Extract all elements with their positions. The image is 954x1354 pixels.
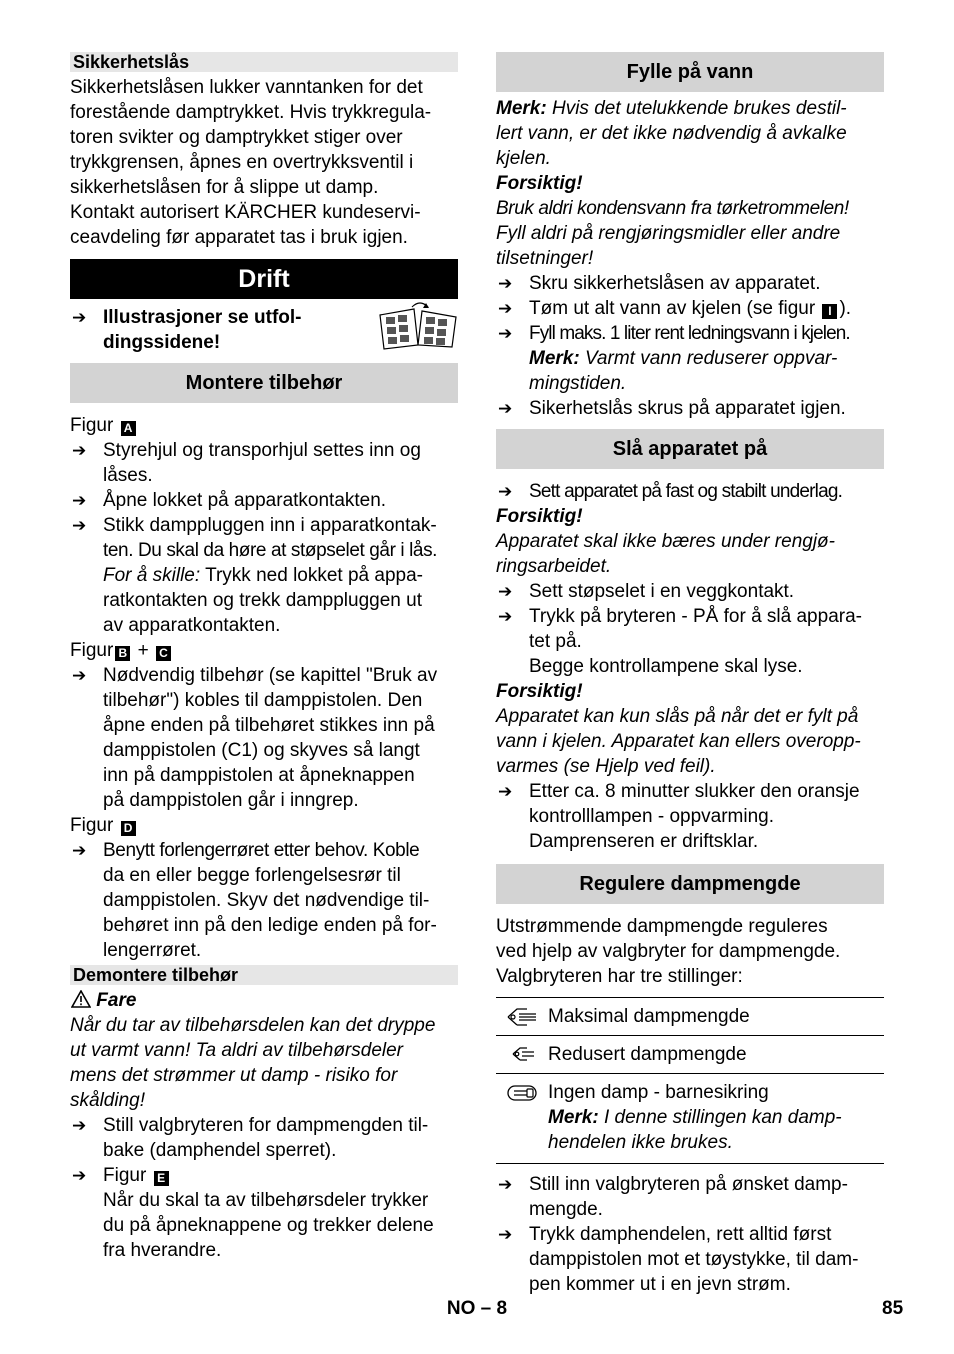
arrow-icon: ➔: [72, 1166, 87, 1185]
bullet-item: ➔ Tøm ut alt vann av kjelen (se figur I ).: [498, 298, 852, 319]
arrow-icon: ➔: [72, 1116, 87, 1135]
arrow-icon: ➔: [72, 666, 87, 685]
text-line: ved hjelp av valgbryter for dampmengde.: [496, 941, 841, 962]
caution-text: Apparatet kan kun slås på når det er fylt på: [496, 706, 859, 727]
bullet-cont: da en eller begge forlengelsesrør til: [103, 865, 401, 886]
text-line: toren svikter og damptrykket stiger over: [70, 127, 403, 148]
bullet-cont: tet på.: [529, 631, 582, 652]
caution-text: ringsarbeidet.: [496, 556, 612, 577]
bullet-item: ➔ Trykk på bryteren - PÅ for å slå appara-: [498, 606, 862, 627]
setting-label: Maksimal dampmengde: [548, 1006, 750, 1027]
warning-triangle-icon: [71, 990, 91, 1008]
caution-text: vann i kjelen. Apparatet kan ellers overopp-: [496, 731, 861, 752]
warning-text: Når du tar av tilbehørsdelen kan det dryppe: [70, 1015, 436, 1036]
warning-text: ut varmt vann! Ta aldri av tilbehørsdeler: [70, 1040, 404, 1061]
caution-text: Bruk aldri kondensvann fra tørketrommelen!: [496, 198, 849, 219]
arrow-icon: ➔: [498, 274, 513, 293]
arrow-icon: ➔: [498, 1225, 513, 1244]
bullet-cont: behøret inn på den ledige enden på for-: [103, 915, 437, 936]
text-line: Sikkerhetslåsen lukker vanntanken for det: [70, 77, 423, 98]
warning-text: mens det strømmer ut damp - risiko for: [70, 1065, 398, 1086]
note-text: hendelen ikke brukes.: [548, 1132, 733, 1153]
arrow-icon: ➔: [498, 299, 513, 318]
bullet-cont: damppistolen mot et tøystykke, til dam-: [529, 1249, 859, 1270]
figure-ref: Figur B + C: [70, 638, 458, 663]
arrow-icon: ➔: [498, 324, 513, 343]
text-line: ceavdeling før apparatet tas i bruk igjen.: [70, 227, 408, 248]
bullet-cont: damppistolen. Skyv det nødvendige til-: [103, 890, 430, 911]
max-steam-icon: [505, 1006, 539, 1028]
bullet-cont: du på åpneknappene og trekker delene: [103, 1215, 434, 1236]
bullet-item: ➔ Åpne lokket på apparatkontakten.: [72, 490, 387, 511]
bullet-cont: ten. Du skal da høre at støpselet går i lås.: [103, 540, 438, 561]
danger-label: Fare: [70, 988, 458, 1013]
heading-sikkerhetslas: Sikkerhetslås: [70, 52, 458, 72]
bullet-cont: Begge kontrollampene skal lyse.: [529, 656, 803, 677]
heading-demontere-tilbehor: Demontere tilbehør: [70, 965, 458, 985]
caution-text: tilsetninger!: [496, 248, 594, 269]
bullet-cont: Damprenseren er driftsklar.: [529, 831, 759, 852]
arrow-icon: ➔: [498, 582, 513, 601]
text-line: Utstrømmende dampmengde reguleres: [496, 916, 828, 937]
bullet-item: ➔ Skru sikkerhetslåsen av apparatet.: [498, 273, 821, 294]
note-text: lert vann, er det ikke nødvendig å avkalke: [496, 123, 847, 144]
bullet-cont: åpne enden på tilbehøret stikkes inn på: [103, 715, 435, 736]
figure-e-badge: E: [154, 1171, 169, 1186]
section-montere-tilbehor: Montere tilbehør: [70, 363, 458, 403]
right-column: [496, 44, 884, 1297]
bullet-item: ➔ Still inn valgbryteren på ønsket damp-: [498, 1174, 848, 1195]
figure-d-badge: D: [121, 821, 136, 836]
bullet-item: ➔ Benytt forlengerrøret etter behov. Koble: [72, 840, 420, 861]
arrow-icon: ➔: [72, 308, 87, 327]
caution-text: varmes (se Hjelp ved feil).: [496, 756, 716, 777]
bullet-cont: Når du skal ta av tilbehørsdeler trykker: [103, 1190, 429, 1211]
table-row: [496, 1035, 884, 1073]
bullet-item: ➔ Sett støpselet i en veggkontakt.: [498, 581, 795, 602]
page-number: 85: [882, 1298, 904, 1319]
bullet-cont: lengerrøret.: [103, 940, 202, 961]
arrow-icon: ➔: [72, 441, 87, 460]
bullet-cont: av apparatkontakten.: [103, 615, 281, 636]
section-title-drift: Drift: [70, 259, 458, 299]
bullet-item: ➔ Fyll maks. 1 liter rent ledningsvann i kjelen.: [498, 323, 850, 344]
caution-label: Forsiktig!: [496, 506, 583, 527]
bullet-cont: Merk: Varmt vann reduserer oppvar-: [529, 348, 838, 369]
figure-ref: Figur D: [70, 813, 458, 838]
caution-text: Apparatet skal ikke bæres under rengjø-: [496, 531, 835, 552]
warning-text: skålding!: [70, 1090, 145, 1111]
bullet-cont: bake (damphendel sperret).: [103, 1140, 337, 1161]
illustration-note: [70, 305, 458, 355]
bullet-cont: kontrolllampen - oppvarming.: [529, 806, 775, 827]
bullet-item: ➔ Illustrasjoner se utfol-: [72, 307, 302, 328]
section-sla-apparatet-pa: Slå apparatet på: [496, 429, 884, 469]
figure-c-badge: C: [156, 646, 171, 661]
bullet-cont: tilbehør") kobles til damppistolen. Den: [103, 690, 423, 711]
bullet-item: ➔ Styrehjul og transporhjul settes inn og: [72, 440, 421, 461]
bullet-cont: pen kommer ut i en jevn strøm.: [529, 1274, 791, 1295]
bullet-cont: damppistolen (C1) og skyves så langt: [103, 740, 420, 761]
open-book-icon: [376, 301, 460, 351]
table-row: [496, 1073, 884, 1163]
bullet-cont: mengde.: [529, 1199, 603, 1220]
arrow-icon: ➔: [72, 491, 87, 510]
bullet-cont: låses.: [103, 465, 153, 486]
footer-section-label: NO – 8: [446, 1298, 508, 1319]
bullet-cont: For å skille: Trykk ned lokket på appa-: [103, 565, 423, 586]
setting-label: Ingen damp - barnesikring: [548, 1082, 769, 1103]
left-column: [70, 50, 458, 1263]
arrow-icon: ➔: [72, 516, 87, 535]
caution-label: Forsiktig!: [496, 173, 583, 194]
no-steam-lock-icon: [505, 1082, 539, 1104]
table-row: [496, 998, 884, 1035]
setting-label: Redusert dampmengde: [548, 1044, 747, 1065]
bullet-item: ➔ Stikk damppluggen inn i apparatkontak-: [72, 515, 437, 536]
bullet-item: ➔ Figur E: [70, 1163, 458, 1188]
arrow-icon: ➔: [498, 399, 513, 418]
note-text: Merk: Hvis det utelukkende brukes destil-: [496, 98, 847, 119]
arrow-icon: ➔: [72, 841, 87, 860]
arrow-icon: ➔: [498, 1175, 513, 1194]
arrow-icon: ➔: [498, 482, 513, 501]
note-text: Merk: I denne stillingen kan damp-: [548, 1107, 842, 1128]
bullet-cont: på damppistolen går i inngrep.: [103, 790, 359, 811]
bullet-cont: mingstiden.: [529, 373, 627, 394]
text-line: Kontakt autorisert KÄRCHER kundeservi-: [70, 202, 421, 223]
arrow-icon: ➔: [498, 782, 513, 801]
text-line: Valgbryteren har tre stillinger:: [496, 966, 743, 987]
bullet-item: ➔ Nødvendig tilbehør (se kapittel "Bruk av: [72, 665, 438, 686]
text-line: forestående damptrykket. Hvis trykkregula-: [70, 102, 432, 123]
caution-label: Forsiktig!: [496, 681, 583, 702]
bullet-cont: inn på damppistolen at åpneknappen: [103, 765, 415, 786]
figure-a-badge: A: [121, 421, 136, 436]
text-line: sikkerhetslåsen for å slippe ut damp.: [70, 177, 379, 198]
section-regulere-dampmengde: Regulere dampmengde: [496, 864, 884, 904]
reduced-steam-icon: [507, 1044, 537, 1064]
bullet-item: ➔ Sett apparatet på fast og stabilt underlag.: [498, 481, 843, 502]
figure-i-badge: I: [822, 304, 837, 319]
caution-text: Fyll aldri på rengjøringsmidler eller andre: [496, 223, 841, 244]
bullet-item: ➔ Etter ca. 8 minutter slukker den oransje: [498, 781, 860, 802]
figure-b-badge: B: [115, 646, 130, 661]
bullet-item: ➔ Sikerhetslås skrus på apparatet igjen.: [498, 398, 846, 419]
bullet-cont: dingssidene!: [103, 332, 221, 353]
figure-ref: Figur A: [70, 413, 458, 438]
arrow-icon: ➔: [498, 607, 513, 626]
steam-settings-table: [496, 997, 884, 1164]
note-text: kjelen.: [496, 148, 551, 169]
bullet-item: ➔ Still valgbryteren for dampmengden til-: [72, 1115, 429, 1136]
section-fylle-pa-vann: Fylle på vann: [496, 52, 884, 92]
text-line: trykkgrensen, åpnes en overtrykksventil i: [70, 152, 414, 173]
bullet-cont: ratkontakten og trekk damppluggen ut: [103, 590, 422, 611]
bullet-cont: fra hverandre.: [103, 1240, 222, 1261]
bullet-item: ➔ Trykk damphendelen, rett alltid først: [498, 1224, 832, 1245]
